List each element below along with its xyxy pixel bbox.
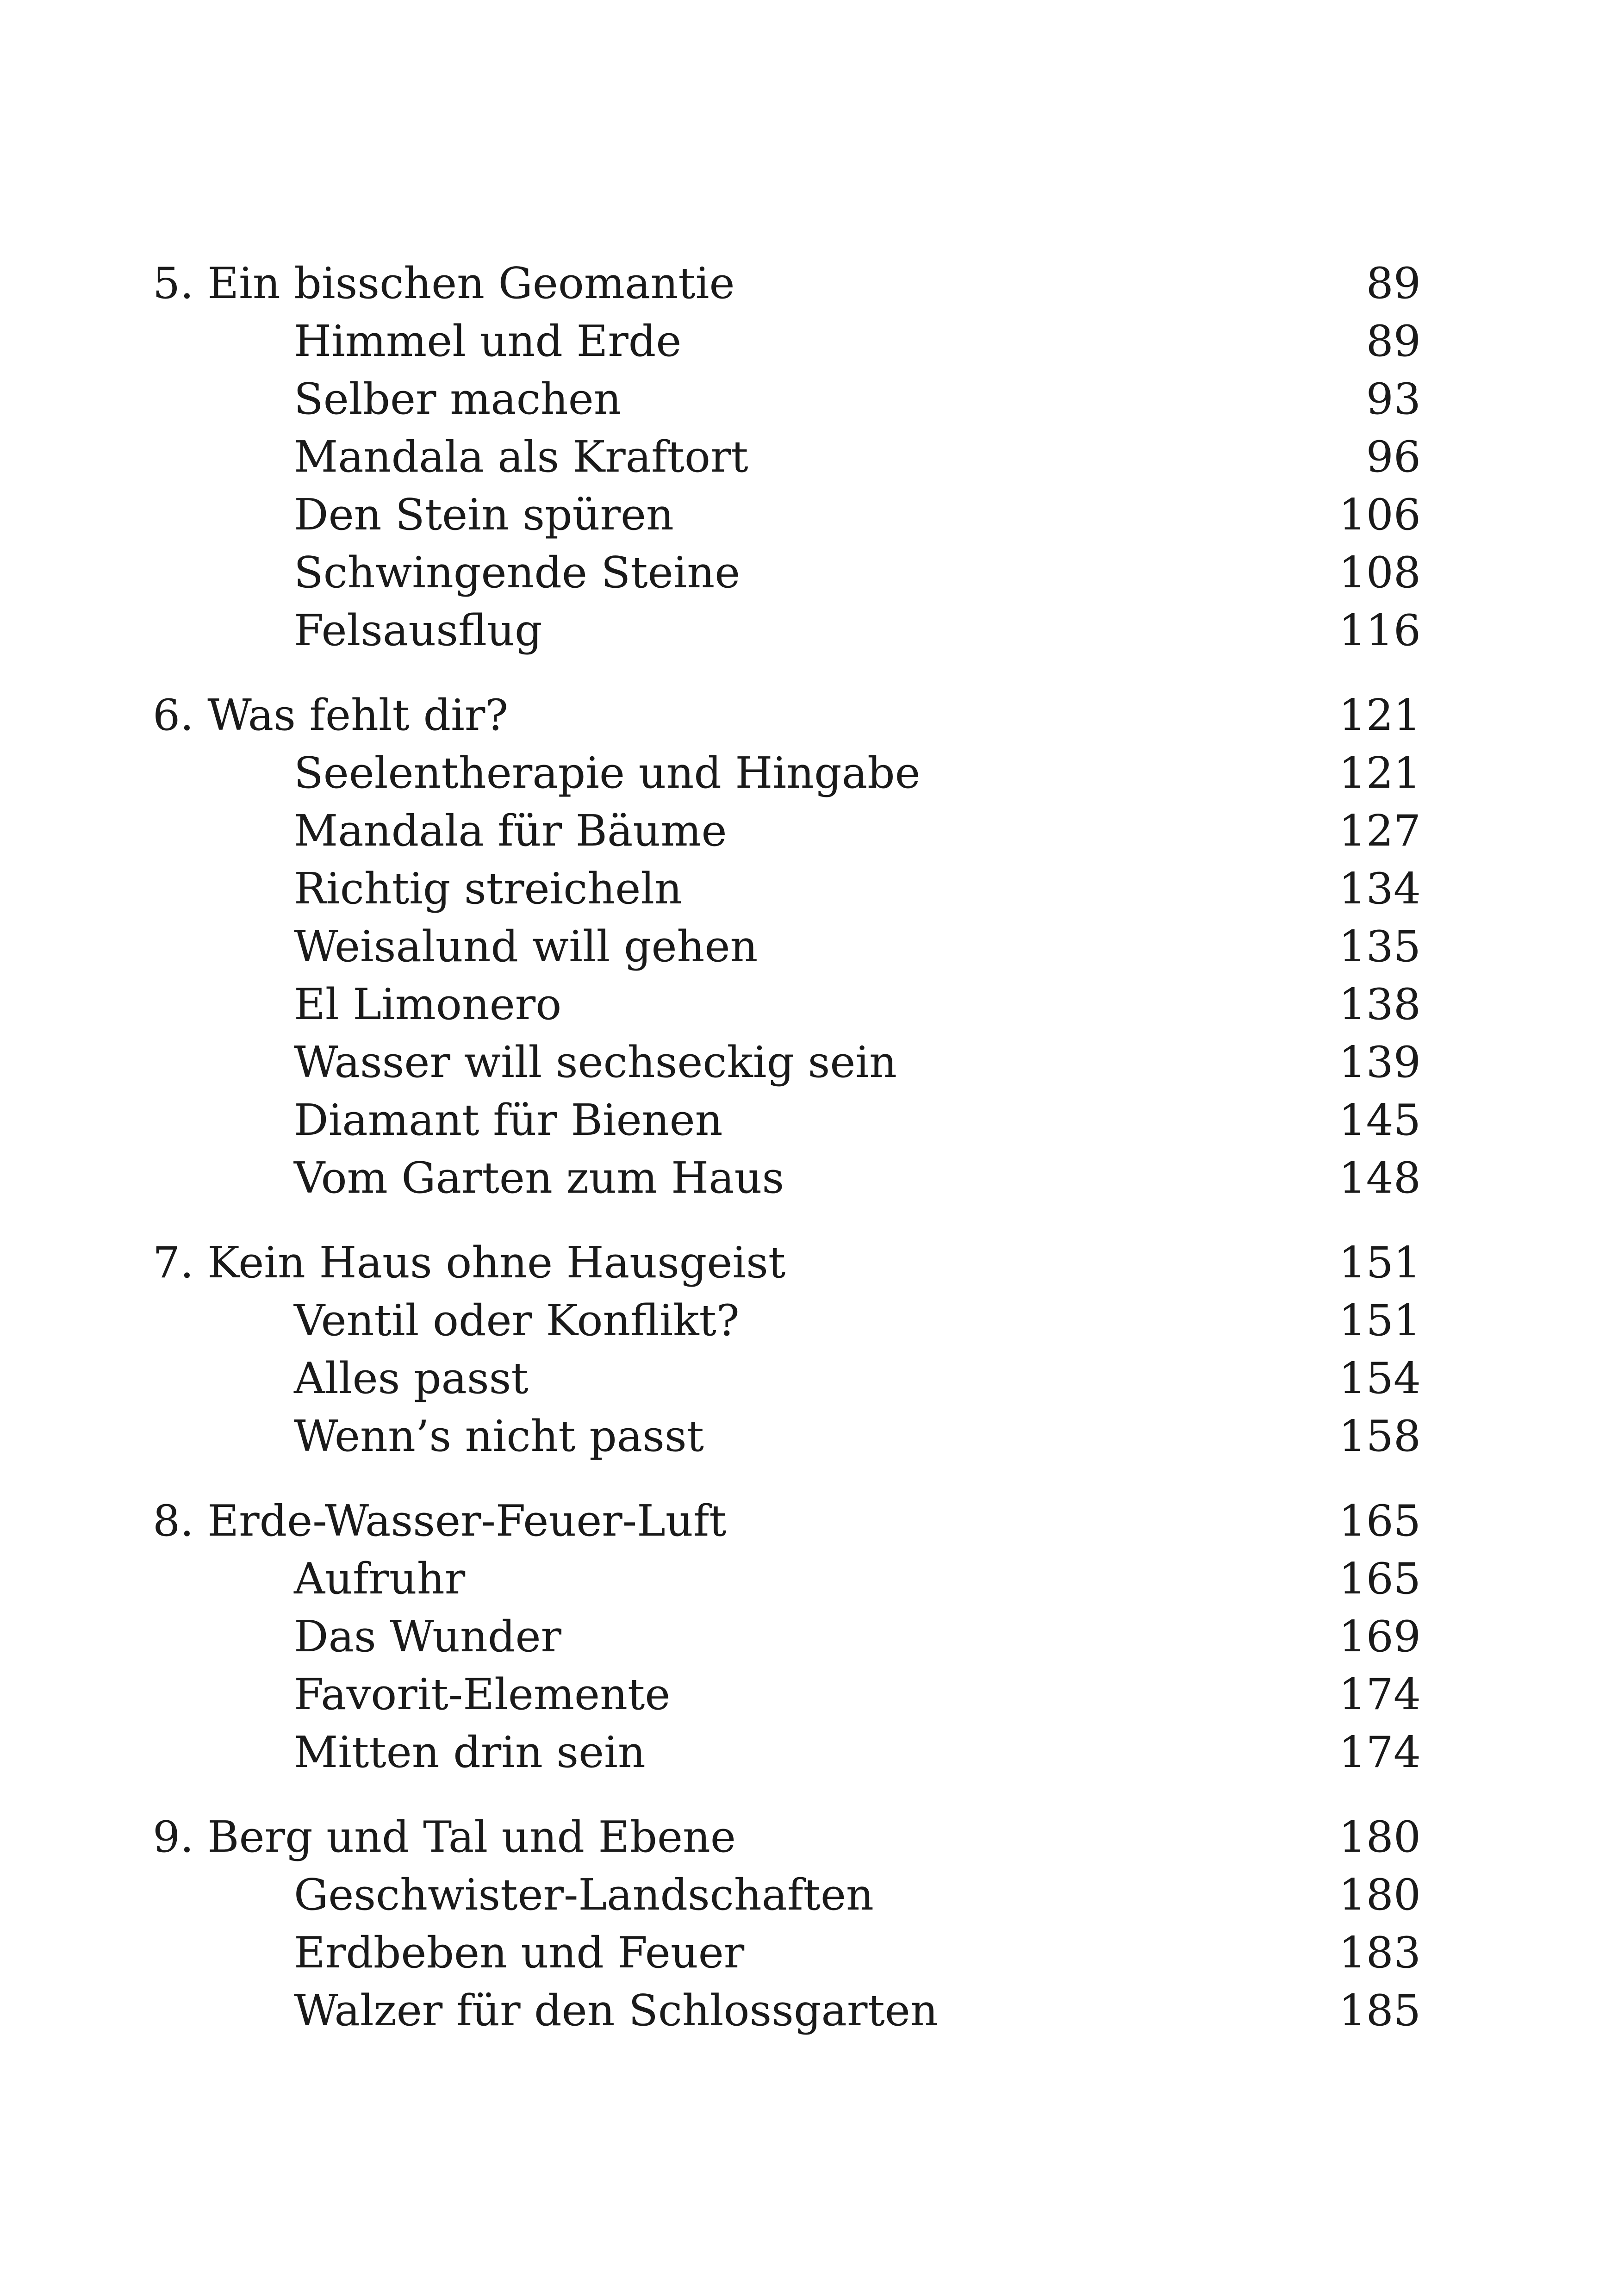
toc-section-entry	[153, 1149, 1421, 1207]
toc-section-entry	[153, 918, 1421, 976]
section-title: Schwingende Steine	[294, 548, 741, 597]
page-number: 135	[1338, 921, 1421, 971]
chapter-title: 8. Erde-Wasser-Feuer-Luft	[153, 1496, 727, 1546]
page-number: 89	[1366, 316, 1421, 366]
section-title: Mandala für Bäume	[294, 806, 727, 856]
toc-chapter-entry	[153, 1492, 1421, 1550]
toc-section-entry	[153, 1608, 1421, 1666]
section-title: Wenn’s nicht passt	[294, 1411, 704, 1461]
page-number: 89	[1366, 258, 1421, 308]
page-number: 145	[1338, 1095, 1421, 1145]
section-title: Wasser will sechseckig sein	[294, 1037, 897, 1087]
toc-chapter	[153, 255, 1421, 660]
page-number: 108	[1338, 548, 1421, 597]
page-number: 151	[1338, 1238, 1421, 1288]
section-title: Das Wunder	[294, 1612, 561, 1661]
chapter-title: 7. Kein Haus ohne Hausgeist	[153, 1238, 786, 1288]
page-number: 158	[1338, 1411, 1421, 1461]
toc-chapter-entry	[153, 1234, 1421, 1292]
page-number: 106	[1338, 490, 1421, 540]
page-number: 174	[1338, 1669, 1421, 1719]
page-number: 138	[1338, 979, 1421, 1029]
toc-section-entry	[153, 1866, 1421, 1924]
section-title: Walzer für den Schlossgarten	[294, 1985, 938, 2035]
section-title: El Limonero	[294, 979, 562, 1029]
page-number: 96	[1366, 432, 1421, 482]
page-number: 127	[1338, 806, 1421, 856]
toc-section-entry	[153, 370, 1421, 428]
chapter-title: 9. Berg und Tal und Ebene	[153, 1812, 736, 1862]
page-number: 169	[1338, 1612, 1421, 1661]
page-number: 93	[1366, 374, 1421, 424]
page-number: 139	[1338, 1037, 1421, 1087]
toc-section-entry	[153, 1292, 1421, 1350]
section-title: Mitten drin sein	[294, 1727, 646, 1777]
toc-section-entry	[153, 1924, 1421, 1982]
section-title: Felsausflug	[294, 605, 542, 655]
toc-section-entry	[153, 860, 1421, 918]
page-number: 154	[1338, 1353, 1421, 1403]
page-number: 180	[1338, 1870, 1421, 1920]
section-title: Vom Garten zum Haus	[294, 1153, 784, 1203]
section-title: Himmel und Erde	[294, 316, 682, 366]
page-number: 183	[1338, 1928, 1421, 1978]
toc-section-entry	[153, 428, 1421, 486]
page-number: 121	[1338, 748, 1421, 798]
section-title: Mandala als Kraftort	[294, 432, 748, 482]
toc-section-entry	[153, 1724, 1421, 1781]
page-number: 174	[1338, 1727, 1421, 1777]
section-title: Selber machen	[294, 374, 622, 424]
page-number: 116	[1338, 605, 1421, 655]
section-title: Weisalund will gehen	[294, 921, 758, 971]
toc-section-entry	[153, 1350, 1421, 1407]
page-number: 151	[1338, 1295, 1421, 1345]
toc-section-entry	[153, 1091, 1421, 1149]
toc-section-entry	[153, 486, 1421, 544]
section-title: Diamant für Bienen	[294, 1095, 723, 1145]
toc-section-entry	[153, 1550, 1421, 1608]
chapter-title: 6. Was fehlt dir?	[153, 690, 509, 740]
toc-chapter	[153, 1492, 1421, 1781]
toc-section-entry	[153, 744, 1421, 802]
page-number: 134	[1338, 864, 1421, 914]
page-number: 185	[1338, 1985, 1421, 2035]
section-title: Richtig streicheln	[294, 864, 682, 914]
page-number: 121	[1338, 690, 1421, 740]
chapter-title: 5. Ein bisschen Geomantie	[153, 258, 735, 308]
toc-section-entry	[153, 1666, 1421, 1724]
toc-section-entry	[153, 1982, 1421, 2040]
toc-section-entry	[153, 1407, 1421, 1465]
page-number: 165	[1338, 1554, 1421, 1604]
toc-section-entry	[153, 312, 1421, 370]
toc-chapter	[153, 1234, 1421, 1465]
section-title: Aufruhr	[294, 1554, 466, 1604]
table-of-contents	[153, 255, 1421, 2066]
toc-chapter-entry	[153, 1808, 1421, 1866]
toc-chapter-entry	[153, 255, 1421, 312]
toc-section-entry	[153, 1033, 1421, 1091]
toc-section-entry	[153, 602, 1421, 660]
toc-chapter	[153, 1808, 1421, 2040]
page-number: 165	[1338, 1496, 1421, 1546]
toc-section-entry	[153, 802, 1421, 860]
section-title: Erdbeben und Feuer	[294, 1928, 745, 1978]
page-number: 148	[1338, 1153, 1421, 1203]
toc-section-entry	[153, 544, 1421, 602]
section-title: Den Stein spüren	[294, 490, 674, 540]
section-title: Favorit-Elemente	[294, 1669, 671, 1719]
toc-chapter-entry	[153, 686, 1421, 744]
toc-section-entry	[153, 976, 1421, 1033]
section-title: Seelentherapie und Hingabe	[294, 748, 921, 798]
section-title: Geschwister-Landschaften	[294, 1870, 874, 1920]
section-title: Alles passt	[294, 1353, 529, 1403]
section-title: Ventil oder Konflikt?	[294, 1295, 740, 1345]
toc-chapter	[153, 686, 1421, 1207]
page-number: 180	[1338, 1812, 1421, 1862]
